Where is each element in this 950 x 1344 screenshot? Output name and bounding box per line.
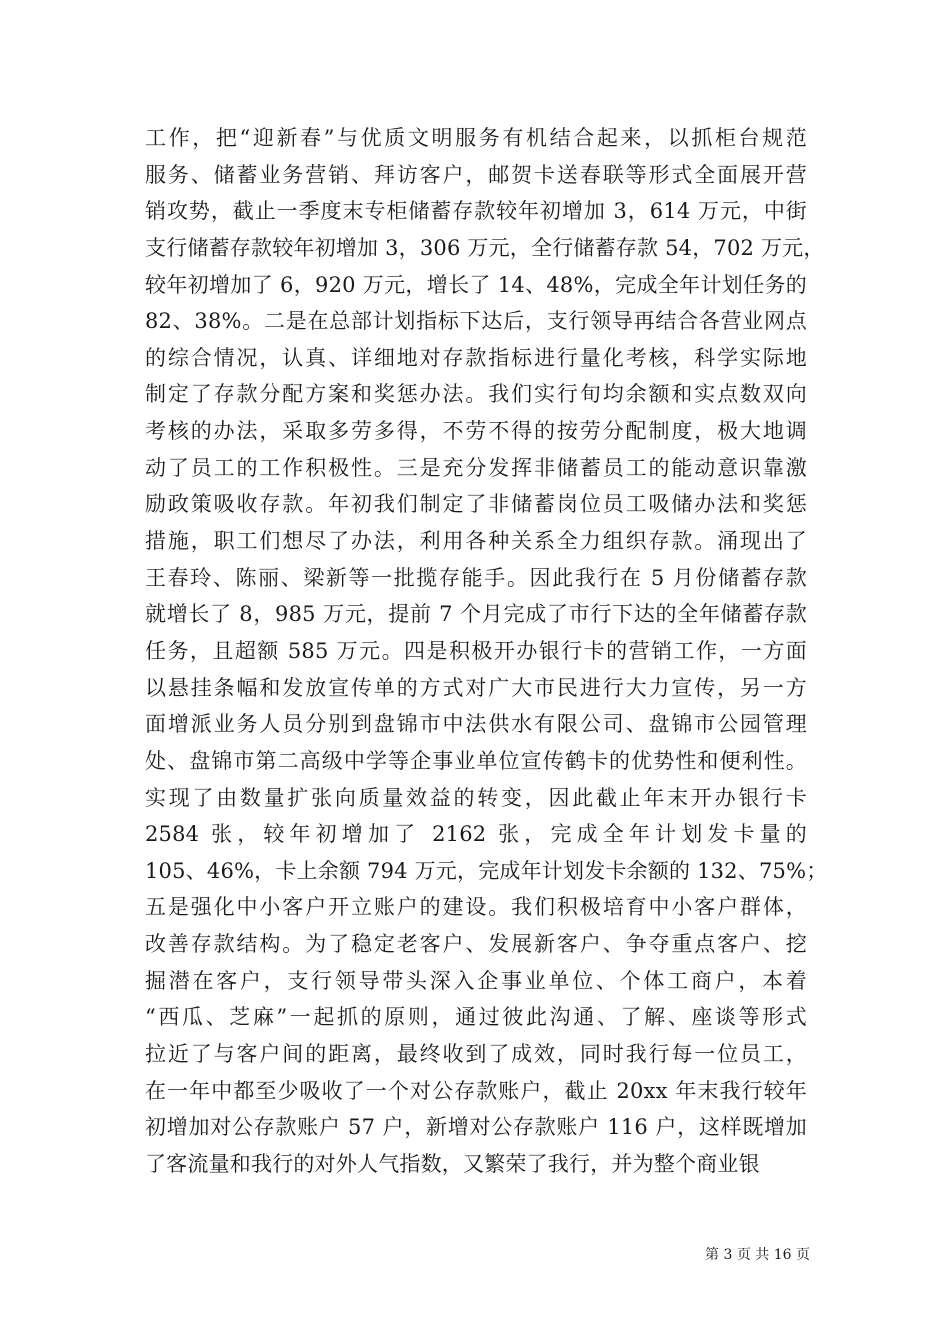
text-line: 励政策吸收存款。年初我们制定了非储蓄岗位员工吸储办法和奖惩	[145, 492, 807, 517]
text-line: 服务、储蓄业务营销、拜访客户，邮贺卡送春联等形式全面展开营	[145, 162, 807, 187]
text-line: 工作，把“迎新春”与优质文明服务有机结合起来，以抓柜台规范	[145, 126, 807, 150]
text-line: 任务，且超额 585 万元。四是积极开办银行卡的营销工作，一方面	[145, 638, 807, 663]
text-line: 面增派业务人员分别到盘锦市中法供水有限公司、盘锦市公园管理	[145, 712, 807, 737]
text-line: 制定了存款分配方案和奖惩办法。我们实行旬均余额和实点数双向	[145, 382, 807, 407]
text-line: 了客流量和我行的对外人气指数，又繁荣了我行，并为整个商业银	[145, 1151, 760, 1176]
page-number: 第 3 页 共 16 页	[705, 1247, 810, 1263]
text-line: 动了员工的工作积极性。三是充分发挥非储蓄员工的能动意识靠激	[145, 455, 807, 480]
text-line: 掘潜在客户，支行领导带头深入企事业单位、个体工商户，本着	[145, 968, 807, 993]
text-line: 初增加对公存款账户 57 户，新增对公存款账户 116 户，这样既增加	[145, 1115, 807, 1140]
text-line: 较年初增加了 6，920 万元，增长了 14、48%，完成全年计划任务的	[145, 272, 807, 297]
text-line: 拉近了与客户间的距离，最终收到了成效，同时我行每一位员工，	[145, 1042, 807, 1067]
text-line: 82、38%。二是在总部计划指标下达后，支行领导再结合各营业网点	[145, 309, 807, 334]
text-line: 销攻势，截止一季度末专柜储蓄存款较年初增加 3，614 万元，中街	[145, 199, 807, 224]
text-line: 五是强化中小客户开立账户的建设。我们积极培育中小客户群体，	[145, 895, 807, 920]
text-line: 2584 张，较年初增加了 2162 张，完成全年计划发卡量的	[145, 822, 807, 847]
text-line: 在一年中都至少吸收了一个对公存款账户，截止 20xx 年末我行较年	[145, 1078, 807, 1103]
text-line: “西瓜、芝麻”一起抓的原则，通过彼此沟通、了解、座谈等形式	[145, 1005, 807, 1030]
text-line: 105、46%，卡上余额 794 万元，完成年计划发卡余额的 132、75%；	[145, 858, 828, 883]
text-line: 就增长了 8，985 万元，提前 7 个月完成了市行下达的全年储蓄存款	[145, 602, 807, 627]
text-line: 实现了由数量扩张向质量效益的转变，因此截止年末开办银行卡	[145, 785, 807, 810]
text-line: 以悬挂条幅和发放宣传单的方式对广大市民进行大力宣传，另一方	[145, 675, 807, 700]
text-line: 支行储蓄存款较年初增加 3，306 万元，全行储蓄存款 54，702 万元，	[145, 235, 825, 260]
text-line: 处、盘锦市第二高级中学等企事业单位宣传鹤卡的优势性和便利性。	[145, 748, 807, 773]
text-line: 的综合情况，认真、详细地对存款指标进行量化考核，科学实际地	[145, 345, 807, 370]
text-line: 考核的办法，采取多劳多得，不劳不得的按劳分配制度，极大地调	[145, 419, 807, 444]
body-text	[145, 120, 828, 1183]
text-line: 措施，职工们想尽了办法，利用各种关系全力组织存款。涌现出了	[145, 529, 807, 554]
text-line: 改善存款结构。为了稳定老客户、发展新客户、争夺重点客户、挖	[145, 932, 807, 957]
text-line: 王春玲、陈丽、梁新等一批揽存能手。因此我行在 5 月份储蓄存款	[145, 565, 807, 590]
